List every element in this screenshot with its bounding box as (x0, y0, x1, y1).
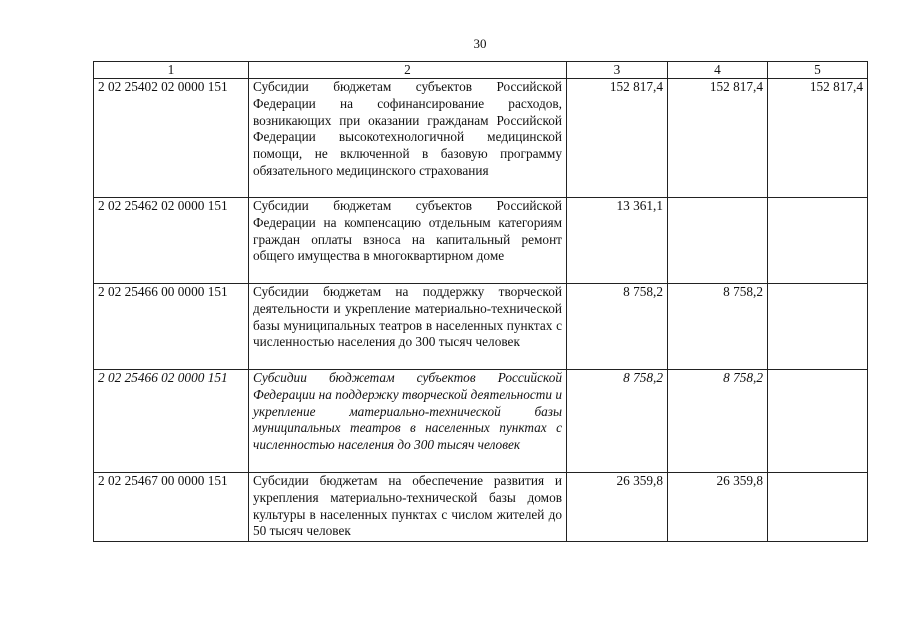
amount-col4-cell: 152 817,4 (668, 79, 768, 198)
budget-code-cell: 2 02 25467 00 0000 151 (94, 473, 249, 542)
amount-col5-cell (768, 198, 868, 284)
amount-col5-cell (768, 473, 868, 542)
amount-col3-cell: 8 758,2 (567, 370, 668, 473)
amount-col3-cell: 13 361,1 (567, 198, 668, 284)
header-col-5: 5 (768, 62, 868, 79)
table-row (94, 370, 868, 473)
header-col-3: 3 (567, 62, 668, 79)
budget-code-cell: 2 02 25462 02 0000 151 (94, 198, 249, 284)
description-cell: Субсидии бюджетам субъектов Российской Федерации на компенсацию отдельным категориям граждан оплаты взноса на капитальный ремонт общего имущества в многоквартирном доме (249, 198, 567, 284)
budget-table (93, 61, 868, 542)
amount-col3-cell: 8 758,2 (567, 284, 668, 370)
table-row (94, 473, 868, 542)
amount-col3-cell: 152 817,4 (567, 79, 668, 198)
amount-col5-cell (768, 370, 868, 473)
amount-col3-cell: 26 359,8 (567, 473, 668, 542)
budget-code-cell: 2 02 25402 02 0000 151 (94, 79, 249, 198)
amount-col4-cell: 8 758,2 (668, 370, 768, 473)
budget-code-cell: 2 02 25466 02 0000 151 (94, 370, 249, 473)
description-cell: Субсидии бюджетам субъектов Российской Федерации на софинансирование расходов, возникающих при оказании гражданам Российской Федерации высокотехнологичной медицинской помощи, не включенной в базовую программу обязательного медицинского страхования (249, 79, 567, 198)
amount-col4-cell (668, 198, 768, 284)
amount-col5-cell: 152 817,4 (768, 79, 868, 198)
header-col-4: 4 (668, 62, 768, 79)
description-cell: Субсидии бюджетам на поддержку творческой деятельности и укрепление материально-технической базы муниципальных театров в населенных пунктах с численностью населения до 300 тысяч человек (249, 284, 567, 370)
header-col-1: 1 (94, 62, 249, 79)
header-col-2: 2 (249, 62, 567, 79)
description-cell: Субсидии бюджетам субъектов Российской Федерации на поддержку творческой деятельности и укрепление материально-технической базы муниципальных театров в населенных пунктах с численностью населения до 300 тысяч человек (249, 370, 567, 473)
header-row (94, 62, 868, 79)
amount-col4-cell: 26 359,8 (668, 473, 768, 542)
amount-col4-cell: 8 758,2 (668, 284, 768, 370)
description-cell: Субсидии бюджетам на обеспечение развития и укрепления материально-технической базы домов культуры в населенных пунктах с числом жителей до 50 тысяч человек (249, 473, 567, 542)
amount-col5-cell (768, 284, 868, 370)
table-row (94, 79, 868, 198)
table-row (94, 284, 868, 370)
budget-code-cell: 2 02 25466 00 0000 151 (94, 284, 249, 370)
page-number: 30 (473, 36, 487, 51)
table-row (94, 198, 868, 284)
